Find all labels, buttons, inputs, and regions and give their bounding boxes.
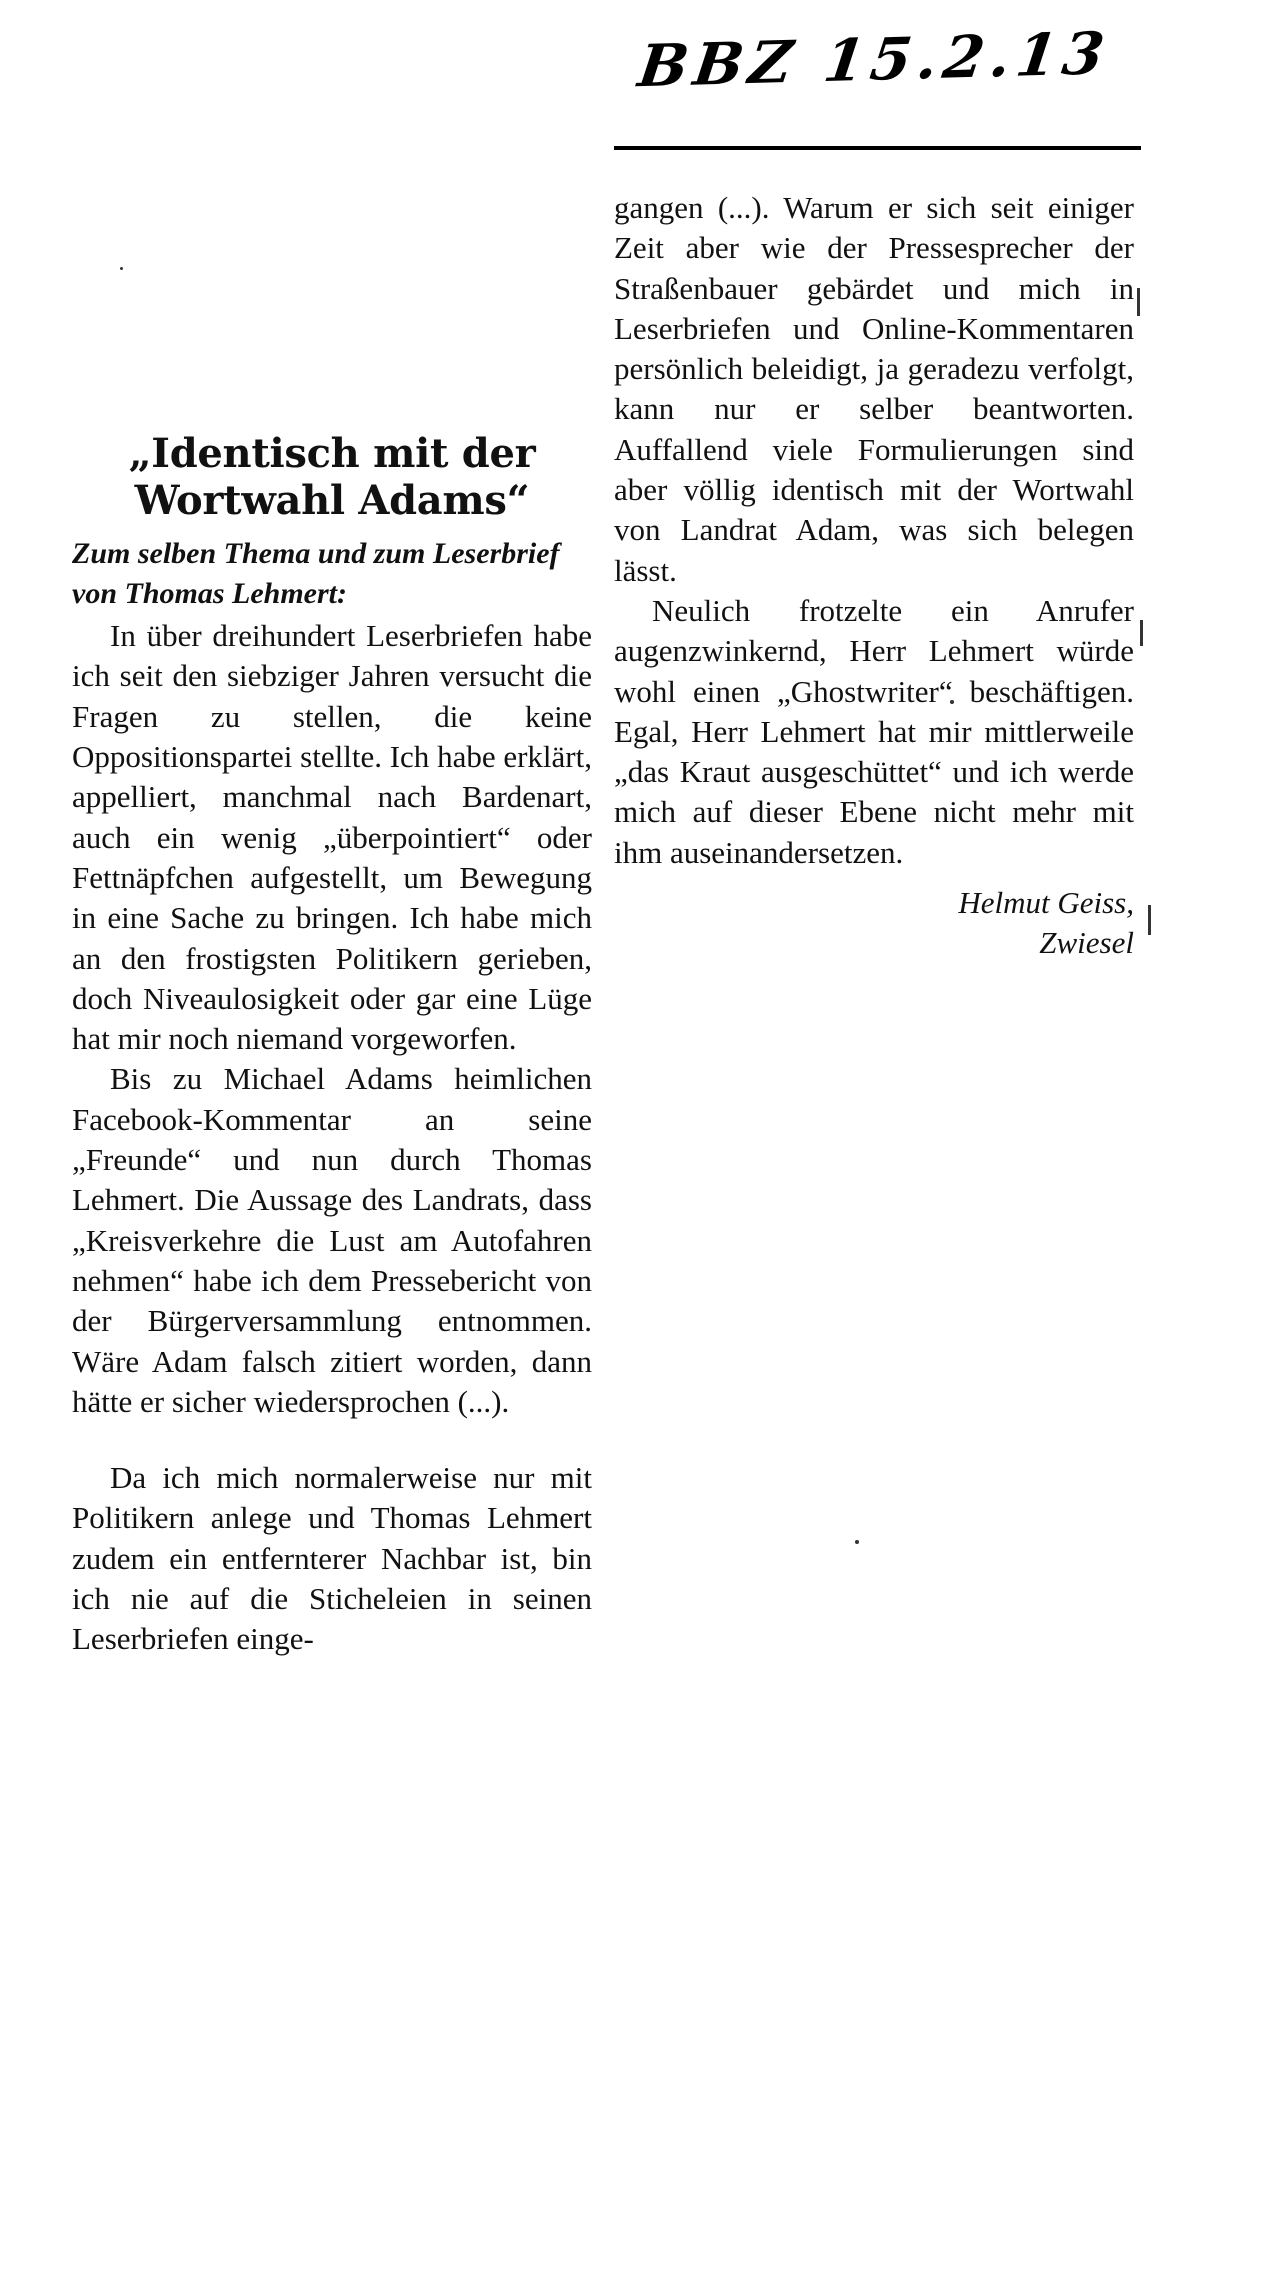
article-paragraph: Neulich frotzelte ein Anrufer augenzwinkernd, Herr Lehmert würde wohl einen „Ghostwriter“ beschäftigen. Egal, Herr Lehmert hat mir mittlerweile „das Kraut ausgeschüttet“ und ich werde mich auf dieser Ebene nicht mehr mit ihm auseinandersetzen. xyxy=(614,592,1134,870)
handwritten-annotation xyxy=(634,19,1160,140)
scan-artifact-mark xyxy=(1140,620,1143,646)
scan-artifact-dot xyxy=(855,1540,859,1544)
signature-name: Helmut Geiss, xyxy=(958,885,1134,921)
horizontal-rule xyxy=(614,146,1141,150)
handwritten-note-text: BBZ 15.2.13 xyxy=(634,19,1115,101)
column-left xyxy=(72,430,592,1660)
article-kicker: Zum selben Thema und zum Leserbrief von Thomas Lehmert: xyxy=(72,537,560,611)
scan-artifact-dot xyxy=(120,267,123,270)
article-paragraph: Da ich mich normalerweise nur mit Politikern anlege und Thomas Lehmert zudem ein entfernterer Nachbar ist, bin ich nie auf die Sticheleien in seinen Leserbriefen einge- xyxy=(72,1460,592,1657)
scan-artifact-mark xyxy=(1148,905,1151,935)
article-paragraph: Bis zu Michael Adams heimlichen Facebook-Kommentar an seine „Freunde“ und nun durch Thomas Lehmert. Die Aussage des Landrats, dass „Kreisverkehre die Lust am Autofahren nehmen“ habe ich dem Pressebericht von der Bürgerversammlung entnommen. Wäre Adam falsch zitiert worden, dann hätte er sicher wiedersprochen (...). xyxy=(72,1061,592,1419)
article-paragraph: gangen (...). Warum er sich seit einiger Zeit aber wie der Pressesprecher der Straßenbauer gebärdet und mich in Leserbriefen und Online-Kommentaren persönlich beleidigt, ja geradezu verfolgt, kann nur er selber beantworten. Auffallend viele Formulierungen sind aber völlig identisch mit der Wortwahl von Landrat Adam, was sich belegen lässt. xyxy=(614,190,1134,588)
article-paragraph: In über dreihundert Leserbriefen habe ich seit den siebziger Jahren versucht die Fragen zu stellen, die keine Oppositionspartei stellte. Ich habe erklärt, appelliert, manchmal nach Bardenart, auch ein wenig „überpointiert“ oder Fettnäpfchen aufgestellt, um Bewegung in eine Sache zu bringen. Ich habe mich an den frostigsten Politikern gerieben, doch Niveaulosigkeit oder gar eine Lüge hat mir noch niemand vorgeworfen. xyxy=(72,618,592,1057)
signature-block xyxy=(614,883,1134,964)
page-title: „Identisch mit der Wortwahl Adams“ xyxy=(128,430,536,525)
column-right xyxy=(614,188,1134,964)
scan-artifact-mark xyxy=(1137,288,1140,316)
signature-place: Zwiesel xyxy=(1039,925,1134,961)
